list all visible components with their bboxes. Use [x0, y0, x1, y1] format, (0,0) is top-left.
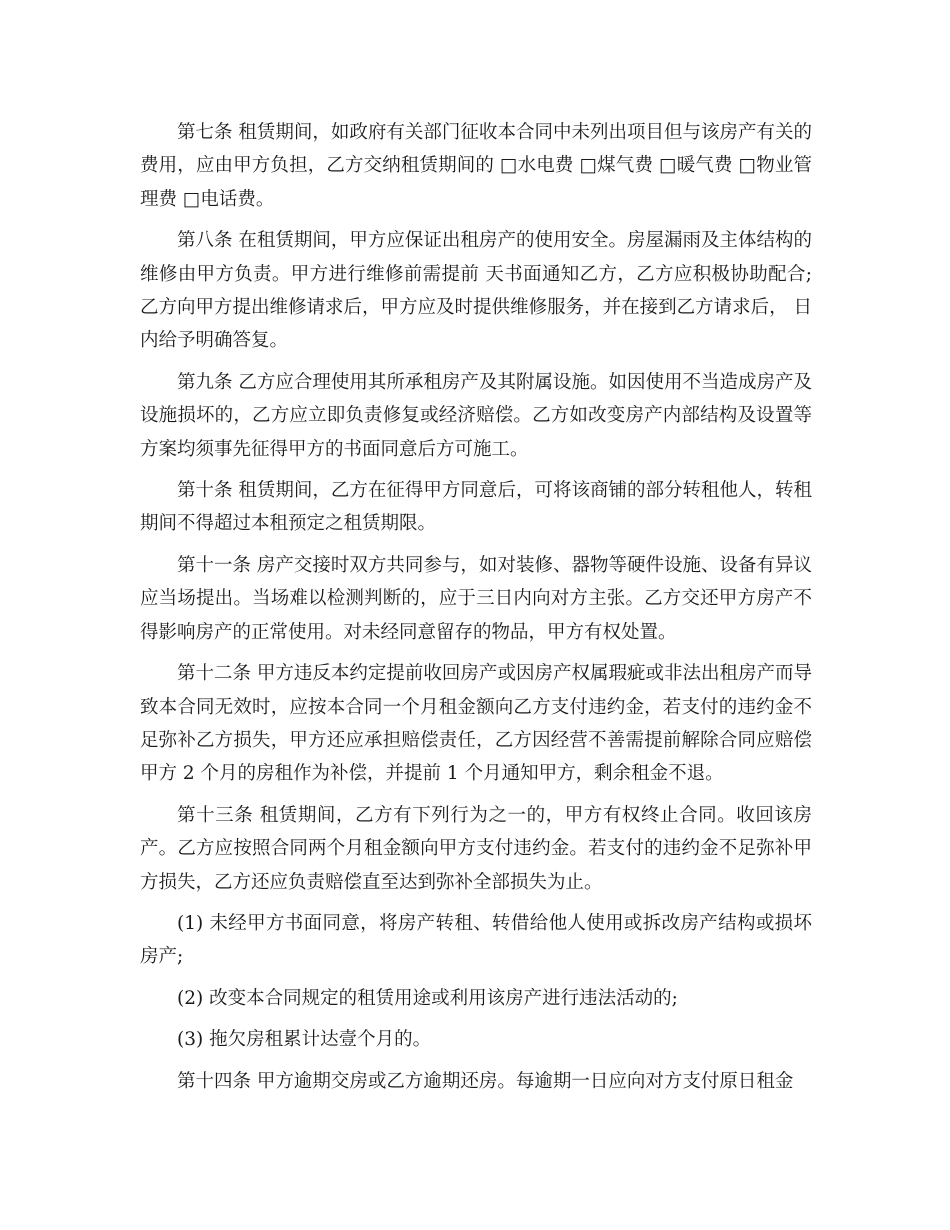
article-13-item-2: (2) 改变本合同规定的租赁用途或利用该房产进行违法活动的; — [177, 987, 678, 1009]
article-9-paragraph: 第九条 乙方应合理使用其所承租房产及其附属设施。如因使用不当造成房产及设施损坏的，乙方应立即负责修复或经济赔偿。乙方如改变房产内部结构及设置等方案均须事先征得甲方的书面同意后方可施工。 — [140, 371, 812, 460]
document-page — [140, 116, 812, 1106]
article-10-paragraph: 第十条 租赁期间，乙方在征得甲方同意后，可将该商铺的部分转租他人，转租期间不得超过本租预定之租赁期限。 — [140, 480, 812, 535]
article-14-paragraph: 第十四条 甲方逾期交房或乙方逾期还房。每逾期一日应向对方支付原日租金 — [177, 1070, 794, 1092]
article-11-paragraph: 第十一条 房产交接时双方共同参与，如对装修、器物等硬件设施、设备有异议应当场提出。当场难以检测判断的，应于三日内向对方主张。乙方交还甲方房产不得影响房产的正常使用。对未经同意留存的物品，甲方有权处置。 — [140, 554, 812, 643]
article-8-paragraph: 第八条 在租赁期间，甲方应保证出租房产的使用安全。房屋漏雨及主体结构的维修由甲方负责。甲方进行维修前需提前 天书面通知乙方，乙方应积极协助配合;乙方向甲方提出维修请求后，甲方应及时提供维修服务，并在接到乙方请求后， 日内给予明确答复。 — [140, 230, 812, 352]
article-13-item-1: (1) 未经甲方书面同意，将房产转租、转借给他人使用或拆改房产结构或损坏房产; — [140, 912, 812, 968]
article-12-paragraph: 第十二条 甲方违反本约定提前收回房产或因房产权属瑕疵或非法出租房产而导致本合同无效时，应按本合同一个月租金额向乙方支付违约金，若支付的违约金不足弥补乙方损失，甲方还应承担赔偿责任，乙方因经营不善需提前解除合同应赔偿甲方 2 个月的房租作为补偿，并提前 1 个月通知甲方，剩余租金不退。 — [140, 663, 812, 785]
article-7-paragraph: 第七条 租赁期间，如政府有关部门征收本合同中未列出项目但与该房产有关的费用，应由甲方负担，乙方交纳租赁期间的 □水电费 □煤气费 □暖气费 □物业管理费 □电话费。 — [140, 122, 812, 210]
article-13-item-3: (3) 拖欠房租累计达壹个月的。 — [177, 1029, 432, 1051]
article-13-paragraph: 第十三条 租赁期间，乙方有下列行为之一的，甲方有权终止合同。收回该房产。乙方应按照合同两个月租金额向甲方支付违约金。若支付的违约金不足弥补甲方损失，乙方还应负责赔偿直至达到弥补全部损失为止。 — [140, 804, 812, 893]
